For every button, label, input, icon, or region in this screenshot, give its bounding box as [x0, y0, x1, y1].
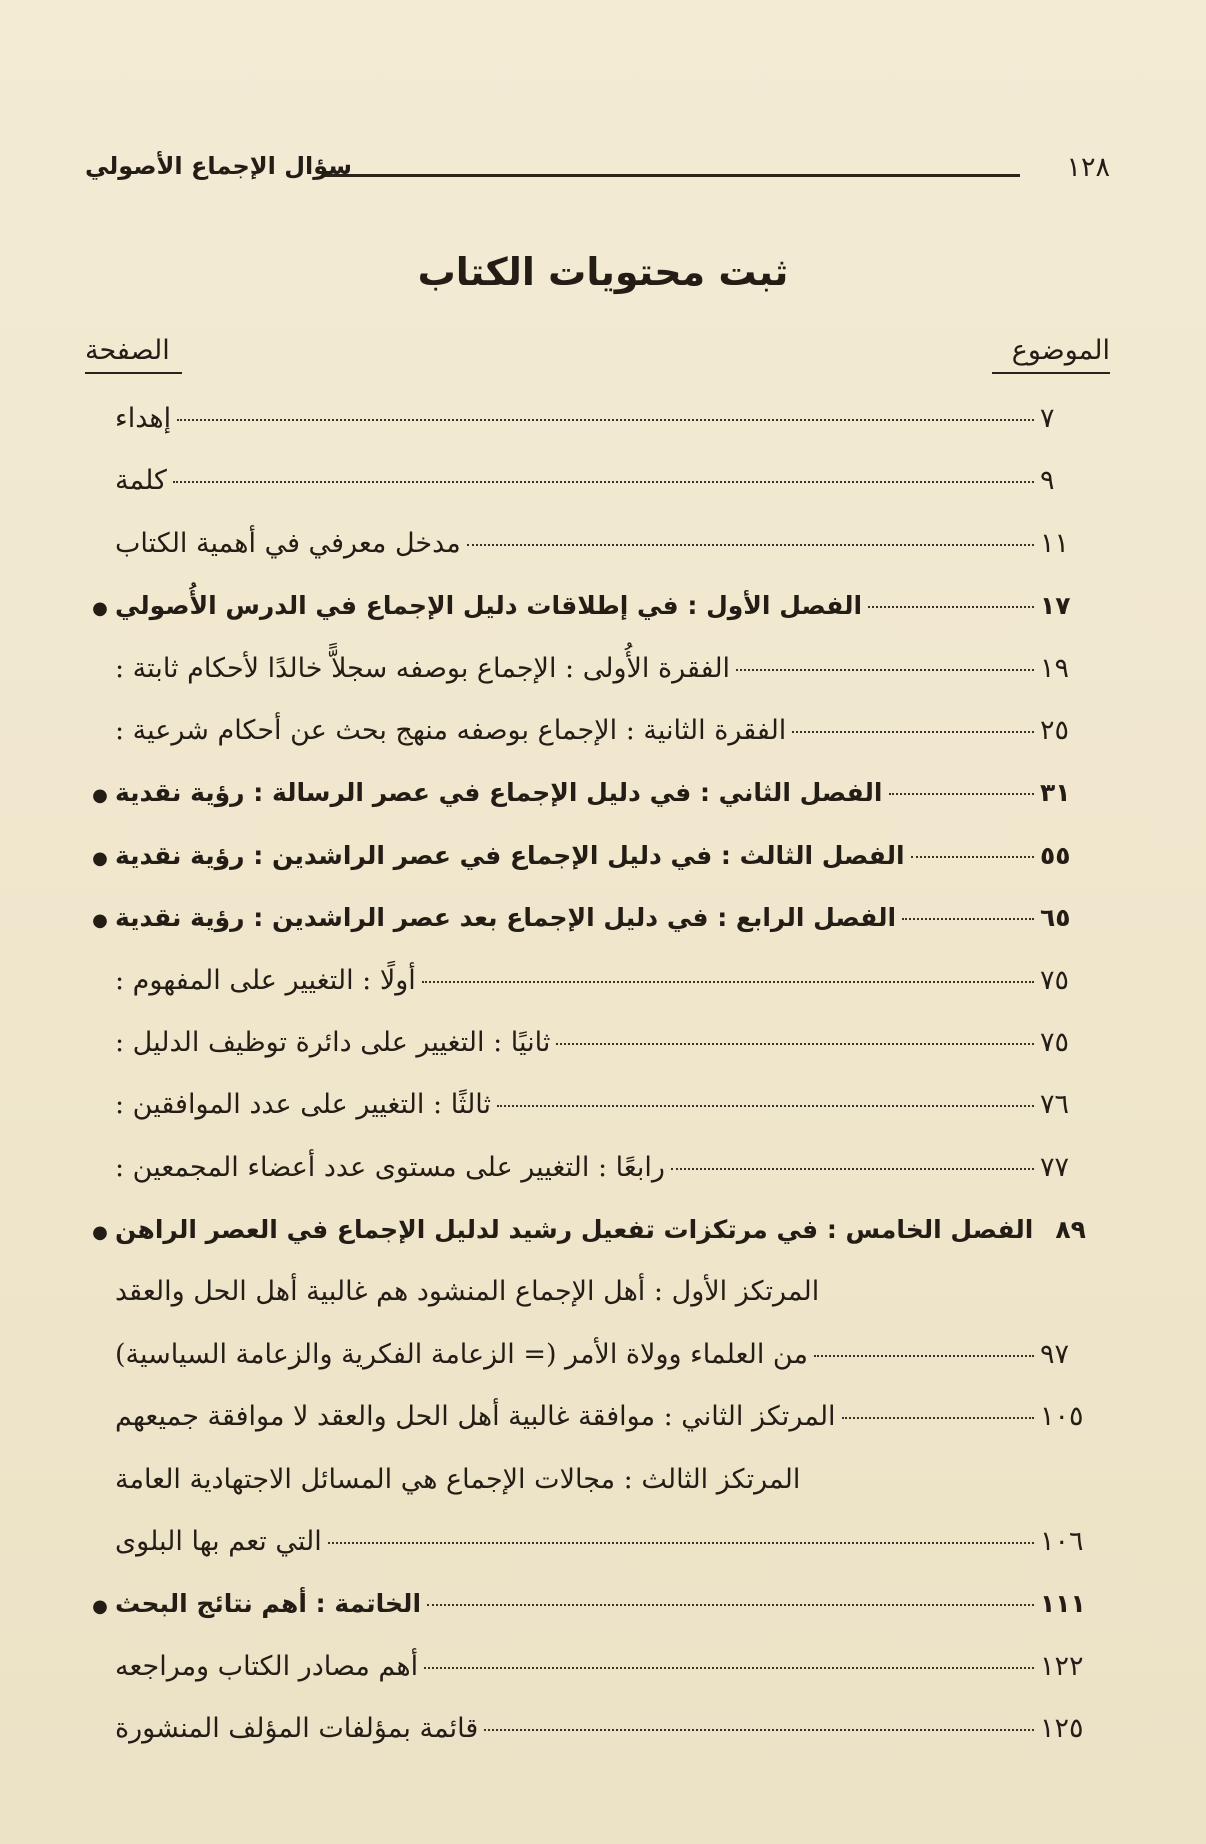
toc-entry [85, 1261, 1110, 1323]
toc-chapter-entry [85, 1573, 1110, 1635]
toc-entry-title: مدخل معرفي في أهمية الكتاب [115, 527, 461, 559]
toc-entry-page: ٦٥ [1040, 903, 1071, 933]
toc-entry [85, 513, 1110, 575]
toc-entry-title: المرتكز الثاني : موافقة غالبية أهل الحل والعقد لا موافقة جميعهم [115, 1401, 836, 1433]
toc-entry-title: إهداء [115, 403, 172, 434]
book-title: سؤال الإجماع الأصولي [85, 152, 352, 180]
column-label-page: الصفحة [85, 335, 182, 374]
toc-entry [85, 1449, 1110, 1511]
bullet-icon: ● [92, 910, 108, 932]
toc-entry-title: الفقرة الأُولى : الإجماع بوصفه سجلاًّ خالدًا لأحكام ثابتة : [115, 652, 731, 684]
dot-leader [556, 1043, 1034, 1045]
toc-entry-page: ١١١ [1040, 1589, 1086, 1619]
toc-chapter-entry [85, 575, 1110, 637]
toc-entry-title: الفصل الثاني : في دليل الإجماع في عصر الرسالة : رؤية نقدية [115, 778, 883, 808]
toc-entry [85, 1324, 1110, 1386]
toc-entry-title: ثانيًا : التغيير على دائرة توظيف الدليل : [115, 1026, 551, 1058]
toc-entry-title: الخاتمة : أهم نتائج البحث [115, 1589, 422, 1619]
toc-entry-title: كلمة [115, 465, 167, 497]
dot-leader [671, 1168, 1034, 1170]
dot-leader [422, 981, 1034, 983]
toc-chapter-entry [85, 762, 1110, 824]
toc-entry-title: الفقرة الثانية : الإجماع بوصفه منهج بحث عن أحكام شرعية : [115, 714, 787, 746]
toc-entry [85, 1012, 1110, 1074]
toc-entry-title: المرتكز الثالث : مجالات الإجماع هي المسائل الاجتهادية العامة [115, 1463, 801, 1495]
toc-entry [85, 450, 1110, 512]
bullet-icon: ● [92, 785, 108, 807]
header-rule [325, 174, 1020, 177]
toc-entry-page: ٧٦ [1040, 1089, 1070, 1121]
dot-leader [497, 1105, 1034, 1107]
toc-entry-page: ١٠٦ [1040, 1526, 1084, 1558]
dot-leader [424, 1667, 1034, 1669]
toc-entry-page: ٩٧ [1040, 1338, 1070, 1370]
dot-leader [427, 1604, 1034, 1606]
toc-entry [85, 1137, 1110, 1199]
toc-entry [85, 1511, 1110, 1573]
toc-entry-page: ٥٥ [1040, 840, 1071, 870]
toc-entry [85, 950, 1110, 1012]
dot-leader [736, 669, 1034, 671]
toc-entry [85, 1698, 1110, 1760]
toc-entry-page: ٢٥ [1040, 714, 1070, 746]
dot-leader [868, 606, 1034, 608]
bullet-icon: ● [92, 847, 108, 869]
dot-leader [842, 1417, 1034, 1419]
toc-entry-title: التي تعم بها البلوى [115, 1526, 322, 1558]
toc-entry-page: ٧٥ [1040, 1026, 1070, 1058]
toc-entry-page: ٨٩ [1055, 1215, 1086, 1245]
dot-leader [911, 856, 1034, 858]
bullet-icon: ● [92, 1596, 108, 1618]
toc-entry-page: ١٩ [1040, 652, 1070, 684]
dot-leader [467, 544, 1034, 546]
toc-entry-title: قائمة بمؤلفات المؤلف المنشورة [115, 1713, 479, 1745]
toc-entry-page: ١١ [1040, 527, 1070, 559]
toc-entry-page: ١٢٥ [1040, 1713, 1084, 1745]
toc-entry [85, 1074, 1110, 1136]
toc-list [85, 388, 1110, 1761]
toc-entry-page: ٧٧ [1040, 1151, 1070, 1183]
toc-entry [85, 1636, 1110, 1698]
toc-entry [85, 388, 1110, 450]
dot-leader [173, 481, 1034, 483]
toc-entry-title: ثالثًا : التغيير على عدد الموافقين : [115, 1089, 492, 1121]
toc-entry-page: ١٠٥ [1040, 1401, 1084, 1433]
toc-entry [85, 1386, 1110, 1448]
dot-leader [792, 731, 1034, 733]
dot-leader [902, 918, 1034, 920]
dot-leader [484, 1729, 1034, 1731]
toc-entry-title: الفصل الرابع : في دليل الإجماع بعد عصر الراشدين : رؤية نقدية [115, 903, 897, 933]
dot-leader [814, 1355, 1034, 1357]
toc-entry-title: الفصل الخامس : في مرتكزات تفعيل رشيد لدليل الإجماع في العصر الراهن [115, 1215, 1034, 1245]
bullet-icon: ● [92, 1222, 108, 1244]
toc-chapter-entry [85, 1199, 1110, 1261]
dot-leader [889, 793, 1035, 795]
toc-entry-page: ١٧ [1040, 591, 1071, 621]
toc-entry [85, 638, 1110, 700]
toc-entry-page: ٩ [1040, 465, 1055, 497]
toc-chapter-entry [85, 825, 1110, 887]
toc-entry-title: أولًا : التغيير على المفهوم : [115, 964, 416, 996]
running-head [85, 152, 1110, 192]
toc-entry [85, 700, 1110, 762]
dot-leader [328, 1542, 1034, 1544]
toc-column-labels [85, 335, 1110, 391]
bullet-icon: ● [92, 598, 108, 620]
toc-entry-title: الفصل الثالث : في دليل الإجماع في عصر الراشدين : رؤية نقدية [115, 840, 905, 870]
toc-entry-title: الفصل الأول : في إطلاقات دليل الإجماع في الدرس الأُصولي [115, 591, 863, 621]
column-label-topic: الموضوع [992, 335, 1110, 374]
toc-entry-page: ٧٥ [1040, 964, 1070, 996]
toc-entry-page: ١٢٢ [1040, 1650, 1084, 1682]
toc-entry-title: المرتكز الأول : أهل الإجماع المنشود هم غالبية أهل الحل والعقد [115, 1276, 820, 1308]
toc-chapter-entry [85, 887, 1110, 949]
toc-heading: ثبت محتويات الكتاب [417, 250, 789, 294]
dot-leader [177, 419, 1034, 421]
toc-entry-title: رابعًا : التغيير على مستوى عدد أعضاء المجمعين : [115, 1151, 665, 1183]
toc-entry-page: ٧ [1040, 403, 1055, 434]
page-number: ١٢٨ [1066, 152, 1110, 183]
toc-entry-title: من العلماء وولاة الأمر (= الزعامة الفكرية والزعامة السياسية) [115, 1338, 808, 1370]
toc-entry-page: ٣١ [1040, 778, 1071, 808]
toc-entry-title: أهم مصادر الكتاب ومراجعه [115, 1650, 419, 1682]
